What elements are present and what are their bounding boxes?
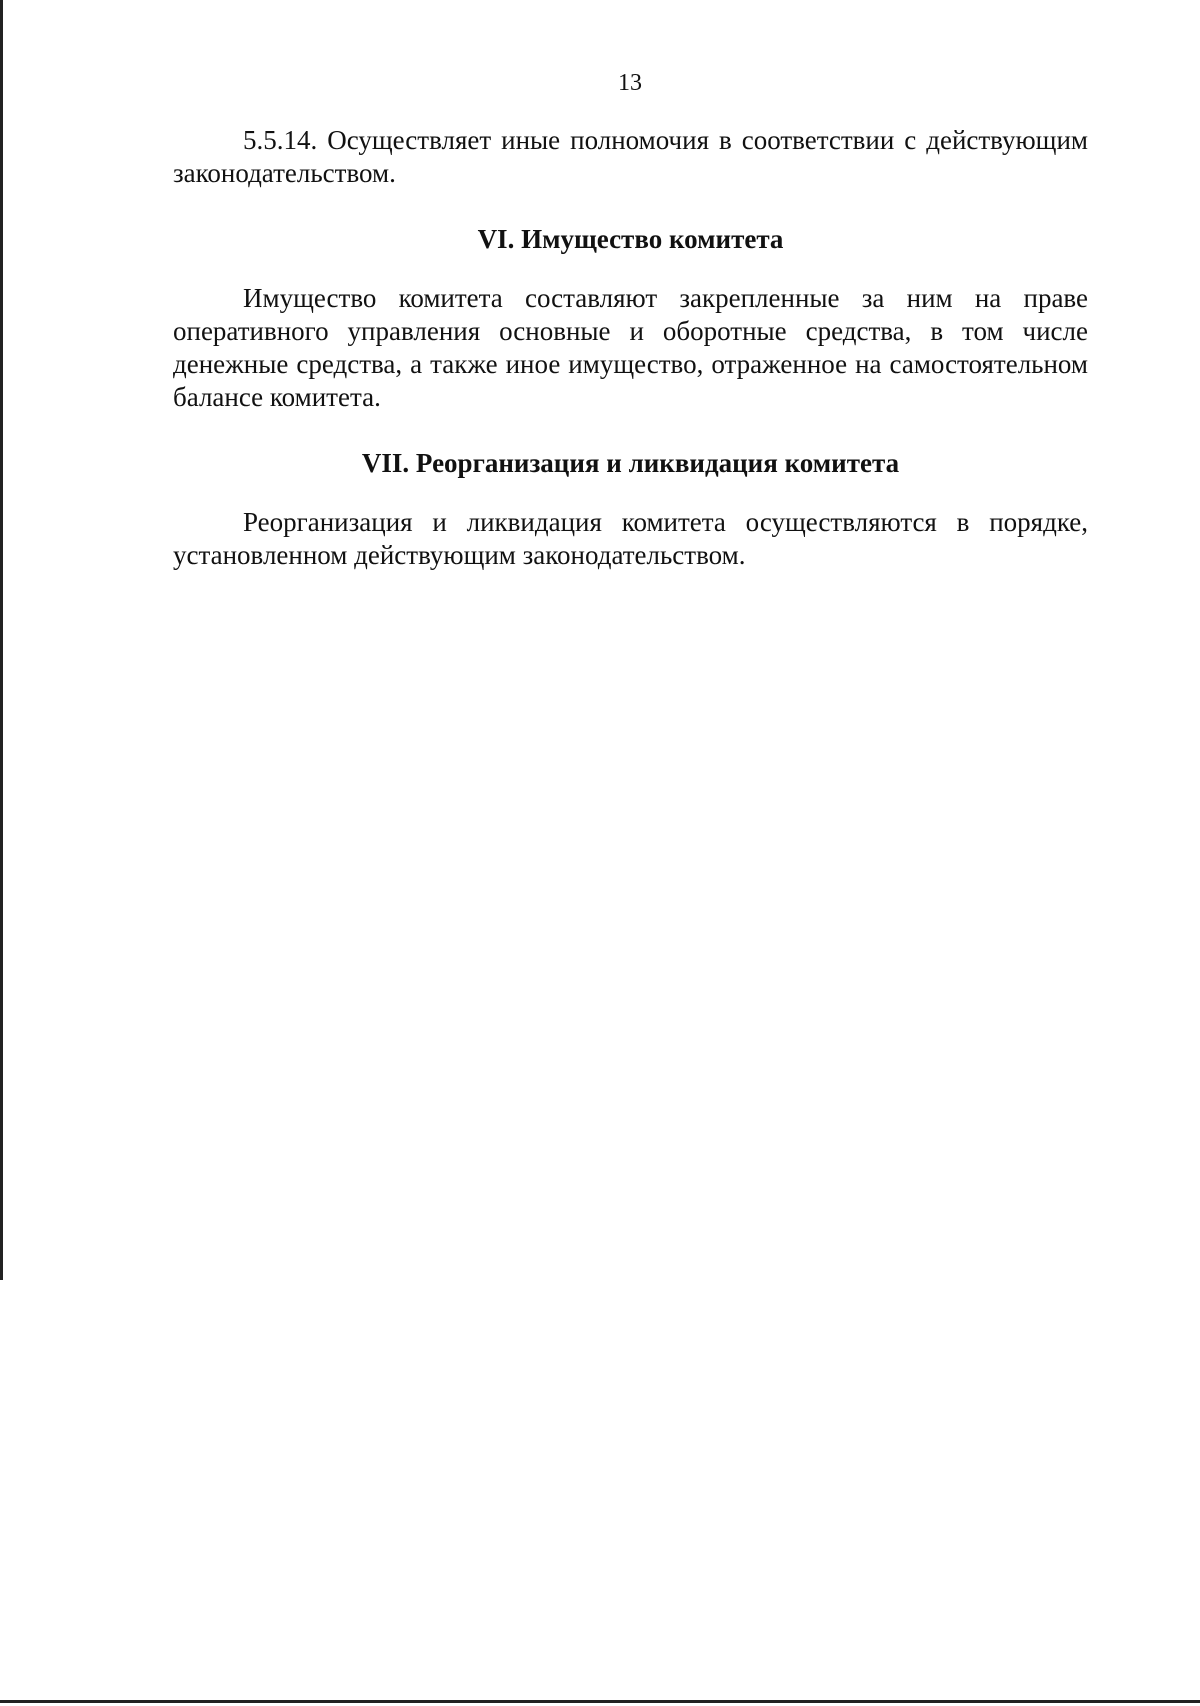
page-number: 13 (618, 70, 642, 96)
document-body (173, 124, 1088, 572)
scan-border-left (0, 0, 3, 1280)
paragraph-property: Имущество комитета составляют закрепленные за ним на праве оперативного управления основные и оборотные средства, в том числе денежные средства, а также иное имущество, отраженное на самостоятельном балансе комитета. (173, 283, 1088, 412)
section-heading-vii: VII. Реорганизация и ликвидация комитета (361, 448, 900, 478)
scan-border-bottom (0, 1700, 1200, 1703)
paragraph-reorganization: Реорганизация и ликвидация комитета осуществляются в порядке, установленном действующим законодательством. (173, 507, 1088, 570)
section-heading-vi: VI. Имущество комитета (477, 224, 784, 254)
paragraph-5-5-14: 5.5.14. Осуществляет иные полномочия в соответствии с действующим законодательством. (173, 125, 1088, 188)
